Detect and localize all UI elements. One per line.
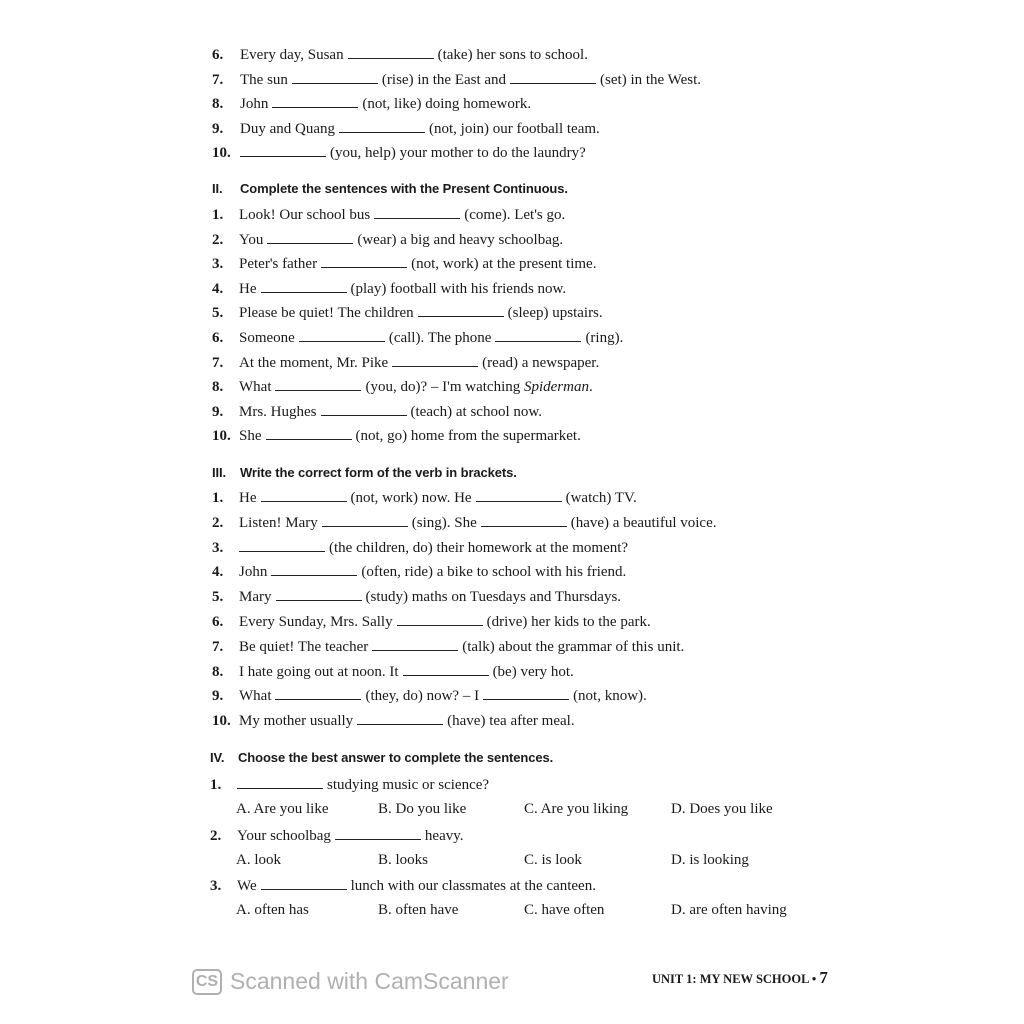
item-text bbox=[239, 613, 651, 631]
answer-blank[interactable] bbox=[261, 877, 347, 890]
item-text bbox=[239, 514, 717, 532]
item-text bbox=[239, 588, 621, 606]
item-text-part: (sing). She bbox=[411, 514, 477, 531]
item-number: 3. bbox=[212, 539, 224, 556]
answer-blank[interactable] bbox=[372, 638, 458, 651]
item-text-part: (they, do) now? – I bbox=[365, 688, 480, 705]
item-number: 5. bbox=[212, 589, 224, 606]
item-number: 10. bbox=[212, 428, 231, 445]
watermark-text: Scanned with CamScanner bbox=[230, 968, 509, 994]
answer-blank[interactable] bbox=[275, 687, 361, 700]
item-text-part: (read) a newspaper. bbox=[482, 354, 600, 371]
item-text-part: I hate going out at noon. It bbox=[239, 663, 399, 680]
item-number: 8. bbox=[212, 379, 224, 396]
item-number: 7. bbox=[212, 638, 224, 655]
item-text-part: (ring). bbox=[585, 330, 624, 346]
movie-title: Spiderman bbox=[523, 379, 589, 396]
item-text bbox=[236, 144, 586, 162]
item-text-part: (not, work) now. He bbox=[350, 490, 472, 506]
item-text-part: At the moment, Mr. Pike bbox=[239, 354, 389, 371]
item-number: 2. bbox=[212, 231, 224, 248]
item-text-part: The sun bbox=[240, 71, 288, 88]
answer-blank[interactable] bbox=[266, 427, 352, 440]
item-text-part: Every Sunday, Mrs. Sally bbox=[239, 614, 393, 630]
item-number: 9. bbox=[212, 688, 224, 705]
item-number: 1. bbox=[212, 207, 224, 223]
answer-option[interactable]: D. Does you like bbox=[671, 801, 773, 817]
item-text-part: (play) football with his friends now. bbox=[350, 280, 567, 297]
answer-blank[interactable] bbox=[321, 403, 407, 416]
item-text-part: studying music or science? bbox=[327, 777, 490, 793]
item-number: 3. bbox=[212, 256, 224, 273]
item-text bbox=[239, 329, 623, 347]
item-text-part: (the children, do) their homework at the moment? bbox=[329, 539, 629, 556]
answer-blank[interactable] bbox=[403, 663, 489, 676]
item-text bbox=[239, 403, 542, 421]
answer-blank[interactable] bbox=[322, 514, 408, 527]
item-text-part: Every day, Susan bbox=[240, 47, 344, 63]
item-text-part: Mrs. Hughes bbox=[239, 403, 317, 420]
section-3-heading: III. Write the correct form of the verb in brackets. bbox=[212, 465, 517, 480]
item-text bbox=[233, 776, 489, 794]
item-number: 2. bbox=[210, 828, 222, 844]
answer-option[interactable]: D. is looking bbox=[671, 852, 749, 868]
item-text-part: Mary bbox=[239, 589, 272, 606]
answer-blank[interactable] bbox=[348, 46, 434, 59]
answer-blank[interactable] bbox=[267, 231, 353, 244]
answer-blank[interactable] bbox=[275, 378, 361, 391]
item-text-part: You bbox=[239, 231, 264, 248]
item-text-part: (drive) her kids to the park. bbox=[486, 614, 651, 630]
item-text-part: (rise) in the East and bbox=[381, 71, 507, 88]
item-text-part: (not, join) our football team. bbox=[428, 120, 600, 137]
answer-blank[interactable] bbox=[476, 489, 562, 502]
answer-blank[interactable] bbox=[321, 255, 407, 268]
item-text-part: (set) in the West. bbox=[600, 71, 702, 88]
item-text-part: Be quiet! The teacher bbox=[239, 638, 369, 655]
item-number: 10. bbox=[212, 145, 231, 162]
item-text bbox=[237, 877, 596, 895]
item-text-part: lunch with our classmates at the canteen. bbox=[350, 878, 596, 894]
item-text-part: (not, work) at the present time. bbox=[411, 256, 597, 273]
item-text-part: (teach) at school now. bbox=[410, 403, 542, 420]
item-text bbox=[239, 206, 565, 224]
item-number: 1. bbox=[210, 777, 222, 793]
item-number: 3. bbox=[210, 878, 222, 894]
item-text bbox=[239, 663, 574, 681]
item-text bbox=[239, 354, 599, 372]
answer-blank[interactable] bbox=[261, 489, 347, 502]
answer-blank[interactable] bbox=[261, 280, 347, 293]
answer-blank[interactable] bbox=[272, 95, 358, 108]
item-text bbox=[235, 539, 628, 557]
item-text-part: Please be quiet! The children bbox=[239, 305, 414, 322]
item-number: 5. bbox=[212, 305, 224, 322]
item-text bbox=[239, 280, 566, 298]
item-text-part: (sleep) upstairs. bbox=[507, 305, 603, 322]
answer-option[interactable]: A. Are you like bbox=[236, 801, 329, 817]
item-number: 7. bbox=[212, 354, 224, 371]
item-text bbox=[239, 304, 603, 322]
item-number: 6. bbox=[212, 614, 224, 630]
section-4-heading: IV. Choose the best answer to complete the sentences. bbox=[210, 750, 554, 765]
item-text-part: (have) tea after meal. bbox=[447, 713, 575, 730]
item-number: 8. bbox=[212, 663, 224, 680]
answer-option[interactable]: A. often has bbox=[236, 902, 309, 918]
item-text-part: (study) maths on Tuesdays and Thursdays. bbox=[365, 589, 622, 606]
answer-blank[interactable] bbox=[237, 776, 323, 789]
item-number: 4. bbox=[212, 564, 224, 581]
answer-blank[interactable] bbox=[357, 712, 443, 725]
item-text bbox=[240, 95, 531, 113]
item-number: 9. bbox=[212, 403, 224, 420]
item-number: 6. bbox=[212, 47, 224, 63]
answer-blank[interactable] bbox=[240, 144, 326, 157]
answer-option[interactable]: C. Are you liking bbox=[524, 801, 629, 817]
page-footer bbox=[652, 968, 828, 988]
item-text-part: (not, know). bbox=[573, 688, 647, 705]
item-text bbox=[239, 638, 684, 656]
item-text-part: (call). The phone bbox=[388, 330, 492, 346]
answer-blank[interactable] bbox=[271, 563, 357, 576]
item-text-part: . bbox=[588, 379, 593, 396]
item-text-part: (watch) TV. bbox=[565, 490, 637, 506]
item-text-part: (take) her sons to school. bbox=[437, 47, 588, 63]
answer-blank[interactable] bbox=[392, 354, 478, 367]
answer-blank[interactable] bbox=[299, 329, 385, 342]
item-text-part: (not, like) doing homework. bbox=[362, 96, 532, 113]
item-text-part: She bbox=[239, 428, 262, 445]
item-text-part: We bbox=[237, 878, 257, 894]
answer-option[interactable]: A. look bbox=[236, 852, 281, 868]
item-number: 4. bbox=[212, 280, 224, 297]
item-text-part: Look! Our school bus bbox=[239, 207, 371, 223]
answer-option[interactable]: B. often have bbox=[378, 902, 459, 918]
item-text-part: John bbox=[240, 96, 269, 113]
item-text bbox=[239, 231, 563, 249]
item-number: 7. bbox=[212, 71, 224, 88]
answer-option[interactable]: B. looks bbox=[378, 852, 429, 868]
item-text-part: Peter's father bbox=[239, 256, 318, 273]
camscanner-logo-icon: CS bbox=[192, 969, 222, 995]
item-text-part: He bbox=[239, 490, 257, 506]
item-text bbox=[239, 255, 596, 273]
answer-blank[interactable] bbox=[495, 329, 581, 342]
item-text bbox=[240, 71, 701, 89]
answer-blank[interactable] bbox=[418, 304, 504, 317]
item-text-part: (often, ride) a bike to school with his friend. bbox=[361, 564, 627, 581]
section-2-heading: II. Complete the sentences with the Present Continuous. bbox=[212, 181, 568, 196]
item-text-part: (be) very hot. bbox=[492, 663, 574, 680]
item-text bbox=[239, 563, 626, 581]
item-text-part: (you, do)? – I'm watching bbox=[365, 379, 521, 396]
answer-blank[interactable] bbox=[510, 71, 596, 84]
item-text-part: John bbox=[239, 564, 268, 581]
page-number: 7 bbox=[819, 968, 828, 987]
item-text bbox=[237, 827, 464, 845]
item-text bbox=[239, 378, 593, 396]
item-number: 8. bbox=[212, 96, 224, 113]
item-text bbox=[239, 687, 647, 705]
item-number: 2. bbox=[212, 514, 224, 531]
item-text bbox=[240, 120, 600, 138]
item-number: 10. bbox=[212, 713, 231, 730]
unit-title: UNIT 1: MY NEW SCHOOL bbox=[652, 972, 809, 986]
answer-option[interactable]: C. is look bbox=[524, 852, 582, 868]
item-text-part: Listen! Mary bbox=[239, 514, 318, 531]
item-text bbox=[240, 46, 588, 64]
item-text-part: (talk) about the grammar of this unit. bbox=[462, 638, 685, 655]
item-text-part: Your schoolbag bbox=[237, 828, 331, 844]
answer-option[interactable]: D. are often having bbox=[671, 902, 787, 918]
item-text-part: What bbox=[239, 688, 272, 705]
answer-blank[interactable] bbox=[481, 514, 567, 527]
item-text-part: My mother usually bbox=[239, 713, 354, 730]
answer-option[interactable]: B. Do you like bbox=[378, 801, 467, 817]
item-number: 1. bbox=[212, 490, 224, 506]
item-number: 6. bbox=[212, 330, 224, 346]
item-text-part: (not, go) home from the supermarket. bbox=[355, 428, 581, 445]
answer-blank[interactable] bbox=[397, 613, 483, 626]
item-text-part: (have) a beautiful voice. bbox=[570, 514, 717, 531]
answer-blank[interactable] bbox=[483, 687, 569, 700]
item-text-part: Duy and Quang bbox=[240, 120, 335, 137]
answer-blank[interactable] bbox=[276, 588, 362, 601]
answer-blank[interactable] bbox=[339, 120, 425, 133]
answer-blank[interactable] bbox=[335, 827, 421, 840]
answer-blank[interactable] bbox=[374, 206, 460, 219]
item-text-part: Someone bbox=[239, 330, 295, 346]
item-number: 9. bbox=[212, 120, 224, 137]
answer-option[interactable]: C. have often bbox=[524, 902, 605, 918]
camscanner-watermark bbox=[192, 968, 509, 995]
item-text-part: He bbox=[239, 280, 257, 297]
item-text bbox=[239, 712, 575, 730]
item-text-part: (you, help) your mother to do the laundry? bbox=[330, 145, 586, 162]
item-text bbox=[239, 489, 637, 507]
item-text-part: What bbox=[239, 379, 272, 396]
answer-blank[interactable] bbox=[292, 71, 378, 84]
item-text-part: (wear) a big and heavy schoolbag. bbox=[357, 231, 564, 248]
item-text bbox=[239, 427, 581, 445]
item-text-part: (come). Let's go. bbox=[464, 207, 566, 223]
footer-bullet: • bbox=[811, 972, 817, 986]
answer-blank[interactable] bbox=[239, 539, 325, 552]
item-text-part: heavy. bbox=[424, 828, 464, 844]
